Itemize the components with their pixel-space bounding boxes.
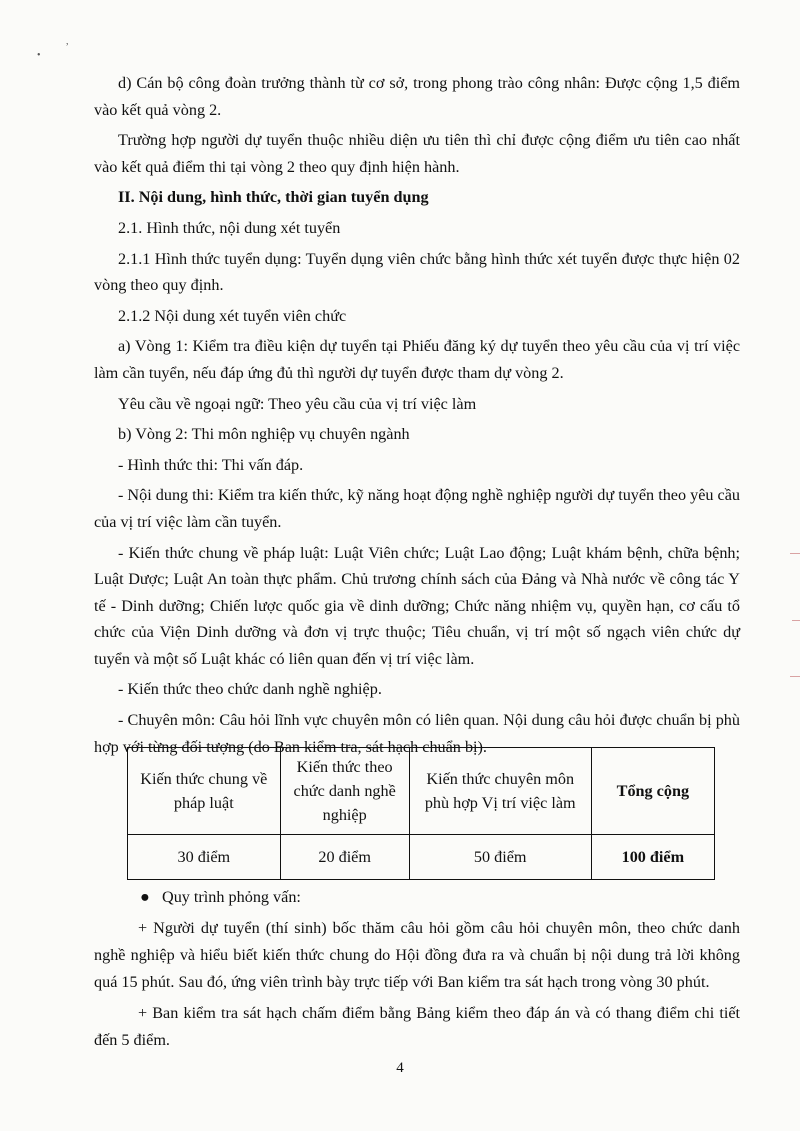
margin-mark	[792, 620, 800, 621]
paragraph-exam-content: - Nội dung thi: Kiểm tra kiến thức, kỹ năng hoạt động nghề nghiệp người dự tuyển theo yêu cầu của vị trí việc làm cần tuyển.	[94, 486, 741, 531]
page-number: 4	[396, 1060, 404, 1076]
paragraph-priority-rule: Trường hợp người dự tuyển thuộc nhiều diện ưu tiên thì chỉ được cộng điểm ưu tiên cao nhất vào kết quả điểm thi tại vòng 2 theo quy định hiện hành.	[94, 131, 740, 176]
document-body	[94, 70, 740, 764]
table-header-cell: Kiến thức chuyên môn phù hợp Vị trí việc làm	[409, 748, 591, 835]
bullet-item	[94, 884, 740, 911]
paragraph-exam-form: - Hình thức thi: Thi vấn đáp.	[118, 455, 304, 474]
paragraph-round-2: b) Vòng 2: Thi môn nghiệp vụ chuyên ngành	[118, 425, 410, 444]
interview-section	[94, 884, 740, 1058]
section-heading: II. Nội dung, hình thức, thời gian tuyển dụng	[118, 188, 429, 207]
scan-tick: ,	[66, 36, 69, 47]
paragraph-interview-step-1: + Người dự tuyển (thí sinh) bốc thăm câu hỏi gồm câu hỏi chuyên môn, theo chức danh nghề nghiệp và hiểu biết kiến thức chung do Hội đồng đưa ra và chuẩn bị nội dung trả lời không quá 15 phút. Sau đó, ứng viên trình bày trực tiếp với Ban kiểm tra sát hạch trong vòng 30 phút.	[94, 919, 740, 991]
table-row	[128, 835, 715, 880]
paragraph-round-1: a) Vòng 1: Kiểm tra điều kiện dự tuyển tại Phiếu đăng ký dự tuyển theo yêu cầu của vị trí việc làm cần tuyển, nếu đáp ứng đủ thì người dự tuyển được tham dự vòng 2.	[94, 337, 740, 382]
margin-mark	[790, 553, 800, 554]
paragraph-title-knowledge: - Kiến thức theo chức danh nghề nghiệp.	[118, 680, 382, 699]
bullet-heading: Quy trình phỏng vấn:	[162, 888, 301, 906]
subsection-heading: 2.1. Hình thức, nội dung xét tuyển	[118, 218, 341, 237]
paragraph-language: Yêu cầu về ngoại ngữ: Theo yêu cầu của vị trí việc làm	[118, 394, 477, 413]
table-cell: 20 điểm	[280, 835, 409, 880]
paragraph-form: 2.1.1 Hình thức tuyển dụng: Tuyển dụng viên chức bằng hình thức xét tuyển được thực hiện 02 vòng theo quy định.	[94, 249, 740, 295]
table-header-cell: Kiến thức theo chức danh nghề nghiệp	[280, 748, 409, 835]
table-header-row	[128, 748, 715, 835]
table-cell: 100 điểm	[591, 835, 714, 880]
bullet-icon: ●	[140, 888, 150, 906]
table-cell: 50 điểm	[409, 835, 591, 880]
paragraph-priority-d: d) Cán bộ công đoàn trưởng thành từ cơ sở, trong phong trào công nhân: Được cộng 1,5 điểm vào kết quả vòng 2.	[94, 74, 740, 119]
table-header-cell: Tổng cộng	[591, 748, 714, 835]
scan-dot: •	[37, 50, 41, 61]
paragraph-law-knowledge: - Kiến thức chung về pháp luật: Luật Viên chức; Luật Lao động; Luật khám bệnh, chữa bệnh; Luật Dược; Luật An toàn thực phẩm. Chủ trương chính sách của Đảng và Nhà nước về công tác Y tế - Dinh dưỡng; Chiến lược quốc gia về dinh dưỡng; Chức năng nhiệm vụ, quyền hạn, cơ cấu tổ chức của Viện Dinh dưỡng và đơn vị trực thuộc; Tiêu chuẩn, vị trí một số ngạch viên chức dự tuyển và một số Luật khác có liên quan đến vị trí việc làm.	[94, 543, 740, 668]
margin-mark	[790, 676, 800, 677]
table-cell: 30 điểm	[128, 835, 281, 880]
paragraph-interview-step-2: + Ban kiểm tra sát hạch chấm điểm bằng Bảng kiểm theo đáp án và có thang điểm chi tiết đến 5 điểm.	[94, 1004, 740, 1049]
score-table	[127, 747, 715, 880]
table-header-cell: Kiến thức chung về pháp luật	[128, 748, 281, 835]
subsection-content: 2.1.2 Nội dung xét tuyển viên chức	[118, 306, 347, 325]
paragraph-specialty: - Chuyên môn: Câu hỏi lĩnh vực chuyên môn có liên quan. Nội dung câu hỏi được chuẩn bị phù hợp với từng đối tượng (do Ban kiểm tra, sát hạch chuẩn bị).	[94, 711, 740, 756]
